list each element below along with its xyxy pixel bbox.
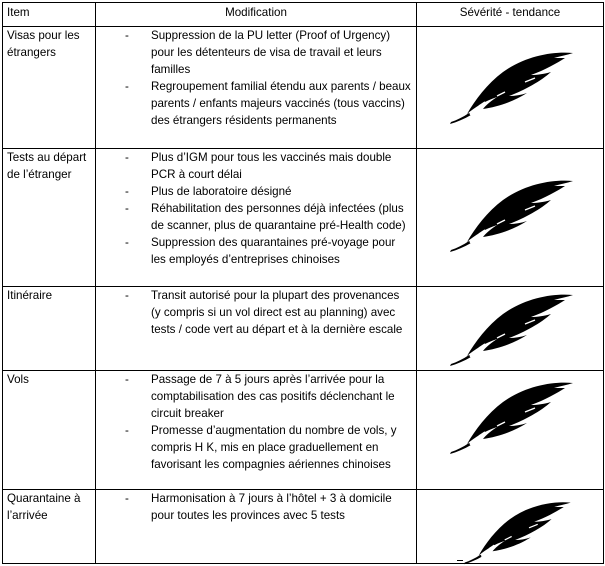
severity-cell bbox=[417, 287, 604, 371]
modifications-table bbox=[2, 2, 604, 564]
row-modifications bbox=[96, 27, 417, 149]
severity-cell bbox=[417, 490, 604, 564]
severity-cell bbox=[417, 27, 604, 149]
modification-item: - Réhabilitation des personnes déjà infectées (plus de scanner, plus de quarantaine pré-Health code) bbox=[100, 200, 412, 234]
table-row bbox=[3, 27, 604, 149]
modification-item: - Suppression des quarantaines pré-voyage pour les employés d’entreprises chinoises bbox=[100, 234, 412, 268]
header-modification: Modification bbox=[96, 3, 417, 27]
row-item-label: Visas pour les étrangers bbox=[3, 27, 96, 149]
row-item-label: Vols bbox=[3, 371, 96, 490]
modification-item: - Regroupement familial étendu aux parents / beaux parents / enfants majeurs vaccinés (tous vaccins) des étrangers résidents permanents bbox=[100, 78, 412, 129]
modification-item: - Transit autorisé pour la plupart des provenances (y compris si un vol direct est au planning) avec tests / code vert au départ et à la dernière escale bbox=[100, 287, 412, 338]
row-modifications bbox=[96, 490, 417, 564]
row-modifications bbox=[96, 149, 417, 287]
table-row bbox=[3, 287, 604, 371]
row-item-label: Quarantaine à l’arrivée bbox=[3, 490, 96, 564]
row-modifications bbox=[96, 371, 417, 490]
table-row bbox=[3, 490, 604, 564]
feather-icon bbox=[445, 380, 575, 456]
modification-item: - Suppression de la PU letter (Proof of Urgency) pour les détenteurs de visa de travail et leurs familles bbox=[100, 27, 412, 78]
row-item-label: Tests au départ de l’étranger bbox=[3, 149, 96, 287]
feather-icon bbox=[445, 292, 575, 368]
row-modifications bbox=[96, 287, 417, 371]
modification-item: - Harmonisation à 7 jours à l’hôtel + 3 à domicile pour toutes les provinces avec 5 tests bbox=[100, 490, 412, 524]
modification-item: - Plus de laboratoire désigné bbox=[100, 183, 412, 200]
modification-item: - Passage de 7 à 5 jours après l’arrivée pour la comptabilisation des cas positifs déclenchant le circuit breaker bbox=[100, 371, 412, 422]
modification-item: - Promesse d’augmentation du nombre de vols, y compris H K, mis en place graduellement en favorisant les compagnies aériennes chinoises bbox=[100, 422, 412, 473]
header-row bbox=[3, 3, 604, 27]
severity-cell bbox=[417, 371, 604, 490]
table-row bbox=[3, 371, 604, 490]
modification-item: - Plus d’IGM pour tous les vaccinés mais double PCR à court délai bbox=[100, 149, 412, 183]
header-item: Item bbox=[3, 3, 96, 27]
severity-cell bbox=[417, 149, 604, 287]
feather-icon bbox=[457, 500, 575, 566]
feather-icon bbox=[445, 50, 575, 126]
row-item-label: Itinéraire bbox=[3, 287, 96, 371]
divider bbox=[457, 560, 463, 561]
table-row bbox=[3, 149, 604, 287]
feather-icon bbox=[445, 178, 575, 254]
header-severity: Sévérité - tendance bbox=[417, 3, 604, 27]
